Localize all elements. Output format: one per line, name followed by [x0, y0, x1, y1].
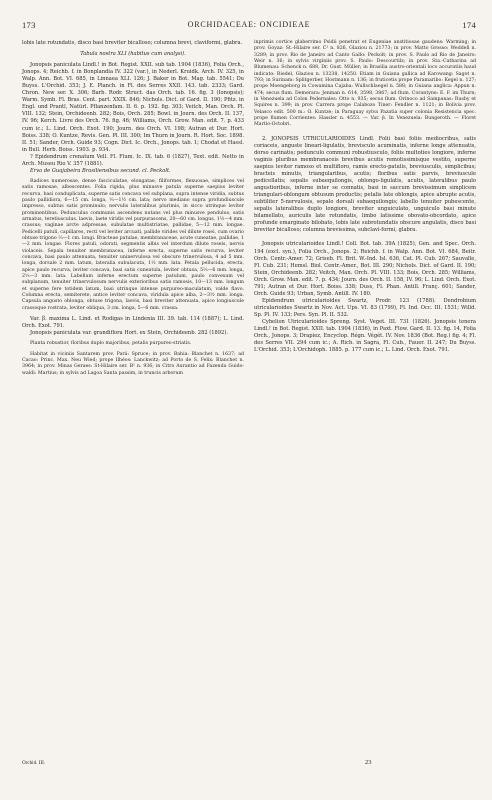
species-2-synonymy-c: Cybelion Utricularioides Spreng. Syst. Veget. III. 731 (1826). Jonopsis tenera Lindl.! in Bot. Regist. XXII. tab. 1904 (1836), in Paxt. Flow. Gard. II. 13. fig. 14, Folia Orch., Jonops. 3; Drapiez, Encyclop. Régn. Végét. IV. Nov. 1836 (Bot. Reg.) fig. 4; Fl. des Serres VII. 294 cum ic.; A. Rich. in Sagra, Fl. Cub., Fauer. II. 247; Du Buyss. L'Orchid. 353; L'Orchidoph. 1885. p. 177 cum ic.; L. Lind. Orch. Exot. 791.: [254, 318, 476, 354]
left-column: [22, 40, 244, 377]
two-column-body: [22, 40, 476, 377]
right-column: [254, 40, 476, 377]
vernacular-name: Erva de Guajabeira Brasiliensibus secund. cl. Peckolt.: [30, 167, 171, 174]
description: Radices numerosae, dense fasciculatae, elongatae, filiformes, flexuosae, simplices vel satis ramosae, albescentes. Folia rigida, plus minusve patula superne saepius leviter recurva, basi conduplicata, superne satis concava vel subplana, supra intense viridia, subtus paulo pallidiora, 6—15 cm. longa, ⅓—1½ cm. lata; nervo mediano supra profundiuscule impresso, subtus satis prominulo; nervulis lateralibus plurimis, in sicco utrinque leviter prominentibus. Pedunculus communis ascendens nutans vel plus minusve pendulus, satis armatus, teretiusculus, laevis, laete viridis vel purpurascens, 20—60 cm. longus, 1½—4 mm. crassus; vaginae arcte adpressae, subulatae multistriatae, pallidae, 5—12 mm. longae. Pedicelli patuli, capillares, recti vel leviter arcuati, pallide virides vel dilute rosei, cum ovario obtuse trigono ⅔—1 cm. longi. Bracteae patulae, membranaceae, acute cuneatae, pallidae, 1—2 mm. longae. Flores patuli, odorati, segmentis albis vel interdum dilute roseis, nervis violaceis. Sepala tenuiter membranacea, inferne erecta, superne satis recurva, leviter concava, basi paulo attenuata, tenuiter uninervulosa vel obscure trinervulosa, 4 ad 5 mm. longa, dorsale 2 mm. latum, lateralia subulacuta, 1½ mm. lata. Petala pellucida, erecta, apice paulo recurva, leviter concava, basi satis cuneatula, leviter obtusa, 5⅔—6 mm. longa, 2⅓—3 mm. lata. Labellum inferne erectum superne patulum, paulo convexum vel subplanum, tenuiter trinervulosum nervulis exterioribus satis ramosis, 10—13 mm. longum et superne fere totidem latum, basi utrinque intense purpureo-maculatum, valde flavo. Columna erecta, semiterete, antice leviter concava, viridula apice alba, 2—3½ mm. longa. Capsula angusto oblonga, obtuse trigona, laevis, basi breviter attenuata, apice longiuscule crassoque rostrata, leviter obliqua, 3 cm. longa, 5—6 mm. crassa.: [22, 178, 244, 311]
species-2-diagnosis: 2. JONOPSIS UTRICULARIOIDES Lindl. Folii basi foliis mediocribus, satis coriaceis, anguste lineari-ligulatis, brevisculo acuminatis, inferne longe attenuatis, dorso carinatis; pedunculo communi robustiusculo, foliis multoties longiore, inferne vaginis pluribus membranaceis brevibus acutis remotissimisque vestito, superne saepius leviter ramoso et multifloro, ramis erecto-patulis, breviusculis, simplicibus; bracteis minutis, triangularibus, acutis; floribus satis parvis, breviuscule pedicellatis; sepalis subaequilongis, oblongo-ligulatis, acutis, lateralibus paulo angustioribus, inferne inter se connatis, basi in saccum brevissimum simplicem triangulari-oblongum obtusum productis; petalis late oblongis, apice abrupte acutis, subtiliter 5-nervulosis, sepalo dorsali subaequilongis; labello tenuiter pubescente, sepalis lateralibus duplo longiore, breviter unguiculato, unguiculo basi minute bilamellato, auriculis late rotundatis, limbo latissime obovato-obcordato, apice profunde emarginato bilobato, lobis late subrotundatis obscure angulatis, disco basi breviter bicalloso; columna brevissima, subclavi-formi, glabra.: [254, 135, 476, 234]
sheet-number: 23: [365, 759, 372, 766]
variety-description: Planta robustior, floribus duplo majoribus, petalis purpureo-striatis.: [30, 341, 192, 347]
plate-reference: Tabula nostra XLI (habitus cum analysi).: [80, 51, 186, 58]
page-number-left: 173: [22, 20, 36, 30]
running-title: ORCHIDACEAE: ONCIDIEAE: [187, 20, 311, 29]
species-2-synonymy: Jonopsis utricularioides Lindl.! Coll. Bot. tab. 39A (1825), Gen. and Spec. Orch. 194 (excl. syn.), Folia Orch., Jonops. 2; Reichb. f. in Walp. Ann. Bot. VI. 684, Beitr. Orch. Centr.-Amer. 72; Griseb. Fl. Brit. W.-Ind. Isl. 636, Cat. Pl. Cub. 267; Sauvalle, Fl. Cub. 231; Hemsl. Biol. Centr.-Amer., Bot. III. 290; Nichols. Dict. of Gard. II. 190; Stein, Orchideenb. 282; Veitch, Man. Orch. Pl. VIII. 133; Bois, Orch. 285; Williams, Orch. Grow. Man. edit. 7. p. 434; Journ. des Orch. II. 158, IV. 96; L. Lind. Orch. Exot. 791; Autran et Dur. Hort. Boiss. 338; Duss, Fl. Phan. Antill. Franç. 601; Sander, Orch. Guide 93; Urban, Symb. Antill. IV. 180.: [254, 241, 476, 297]
distribution-continued: inprimis cortice glaberrimo Psidii penetrat et Eugeniae anstitiosae gaudens: Warming; in prov. Goyaz: St.-Hilaire ser. C¹ n. 826, Glaziou n. 21773; in prov. Matto Grosso: Weddell n. 3289; in prov. Rio de Janeiro ad Canto Gallo: Peckolt; in prov. S. Paulo ad Rio de Janeiro: Weir n. 36; in sylvis virginiis prov. S. Paulo: Descourtilz; in prov. Sta.-Catharina ad Blumenau: Schenck n. 688, Dr. Gust. Müller; in Brasilia austro-orientali loco accuratiis haud indicato: Riedel, Glaziou n. 13238, 14250. Etiam in Guiana gallica ad Karowang: Sagot n. 793; in Surinam: Splitgerber, Hostmann n. 136; in fruticetis prope Paramaribo: Kegel n. 127; prope Moengeborg in Cowamina Cajaba: Wullschlaegel n. 588; in Guiana anglica: Appun n. 474; secus flum. Demerara: Jenman n. 614, 3598, 3867; ad flum. Corantyne: E. F. im Thurn; in Venezuela ad Colon Pedernales: Otto n. 935; secus flum. Orinoco ad Sampanas: Rusby et Squires n. 399; in prov. Carrera prope Calabozo Tiner: Fendler n. 1121; in Bolivia prov. Velasco edit. 500 m.: O. Kuntze; in Paraguay sylva Pazatia super colonia Resistencia spec. prope flumen Corrientes: Hassler n. 4553. — Var. β. In Venezuela: Bungeroth. — Floret Martio-Octobri.: [254, 40, 476, 128]
page-number-right: 174: [462, 20, 476, 30]
diagnosis-end: lobis late rotundatis, disco basi breviter bicalloso; columna brevi, claviformi, glabra.: [22, 40, 243, 46]
footer-signature: Orchid. III.: [22, 760, 46, 766]
variety-beta: Var. β. maxima L. Lind. et Rodigas in Lindenia III. 39. tab. 114 (1887); L. Lind. Orch. Exot. 791.: [22, 316, 244, 330]
variety-synonym: Jonopsis paniculata var. grandiflora Hort. ex Stein, Orchideenb. 282 (1892).: [30, 330, 228, 337]
habitat: Habitat in viciniis Santarem prov. Pará: Spruce; in prov. Bahia: Blanchet n. 1637; ad Cacao: Princ. Max. Neu Wied; prope Ilhéos: Lanckwitz; ad Porto de S. Felix: Blanchet n. 3964; in prov. Minas Geraes: St-Hilaire ser. B¹ n. 936; in Citro Aurantio ad Fazenda Guido-waldi: Martius; in sylvis ad Lagoa Santa passim, in truncis arborum: [22, 351, 244, 376]
synonymy-doubtful: ? Epidendrum crenatum Vell. Fl. Flum. Ic. IX. tab. 6 (1827), Text. edit. Netto in Arch. Museu Rio V. 357 (1881).: [22, 153, 244, 167]
page-header: [22, 20, 476, 36]
synonymy: Jonopsis paniculata Lindl.! in Bot. Regist. XXII. sub tab. 1904 (1836), Folia Orch., Jonops. 4; Reichb. f. in Bonplandia IV. 322 (var.), in Nederl. Kruidk. Arch. IV. 325, in Walp. Ann. Bot. VI. 685, in Linnaea XLI. 126; J. Baker in Bot. Mag. tab. 5541; Du Buyss. L'Orchid. 353; J. E. Planch. in Fl. des Serres XXII. 143. tab. 2333; Gard. Chron. New ser. X. 306; Barb. Rodr. Struct. das Orch. tab. 16. fig. 3 (Ionopsis); Warm. Symb. Fl. Bras. Cent. part. XXIX. 846; Nichols. Dict. of Gard. II. 190; Pfitz. in Engl. und Prantl, Natürl. Pflanzenfam. II. 6. p. 192. fig. 303; Veitch, Man. Orch. Pl. VIII. 132; Stein, Orchideenb. 282; Bois, Orch. 285; Bowl. in Journ. des Orch. II. 137, IV. 96; Kerch. Livre des Orch. 76. fig. 46; Williams, Orch. Grow. Man. edit. 7. p. 433 cum ic.; L. Lind. Orch. Exot. 190; Journ. des Orch. VI. 198; Autran et Dur. Hort. Boiss. 338; O. Kuntze, Revis. Gen. Pl. III. 300; Im Thurn in Journ. R. Hort. Soc. 1898. II. 51; Sander, Orch. Guide 93; Cogn. Dict. Ic. Orch., Jonops. tab. 1; Chodat et Hassl. in Bull. Herb. Boiss. 1903. p. 934.: [22, 62, 244, 153]
species-2-synonymy-b: Epidendrum utricularioides Swartz, Prodr. 123 (1788). Dendrobium utricularioides Swartz in Nov. Act. Ups. VI. 83 (1799), Fl. Ind. Occ. III. 1531; Willd. Sp. Pl. IV. 133; Pers. Syn. Pl. II. 532.: [254, 297, 476, 318]
